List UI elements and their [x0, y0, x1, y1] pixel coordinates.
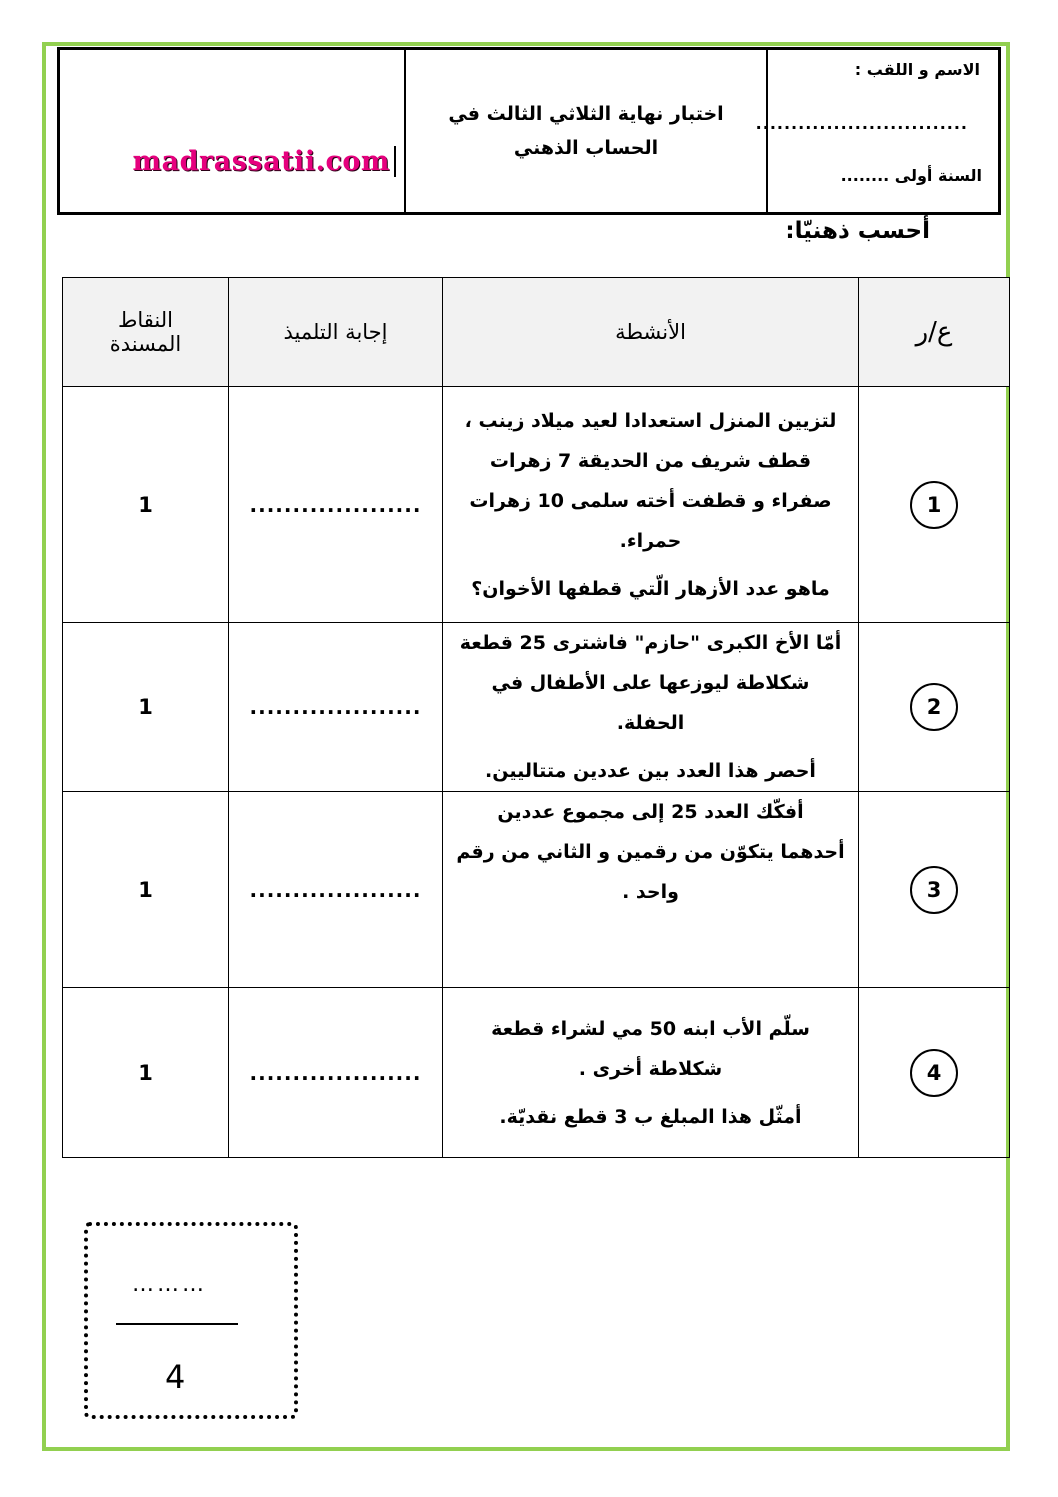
activity-text: لتزيين المنزل استعدادا لعيد ميلاد زينب ،	[464, 409, 837, 432]
header-activities: الأنشطة	[443, 278, 859, 387]
fraction-line	[116, 1323, 238, 1325]
row-number-cell	[859, 387, 1010, 623]
header-points	[63, 278, 229, 387]
score-total: 4	[165, 1358, 186, 1396]
table-row	[63, 387, 1010, 623]
exercise-number-circle: 2	[910, 683, 958, 731]
activity-question: ماهو عدد الأزهار الّتي قطفها الأخوان؟	[471, 577, 830, 600]
answer-field[interactable]: ....................	[249, 492, 422, 517]
answer-cell[interactable]	[229, 623, 443, 792]
table-row	[63, 988, 1010, 1158]
activity-cell	[443, 988, 859, 1158]
points-cell	[63, 792, 229, 988]
student-info-cell	[755, 50, 998, 212]
exercise-number-circle: 1	[910, 481, 958, 529]
answer-field[interactable]: ....................	[249, 695, 422, 719]
exercise-number-circle: 4	[910, 1049, 958, 1097]
points-value: 1	[138, 877, 153, 902]
activity-text: واحد .	[622, 881, 679, 903]
points-value: 1	[138, 695, 153, 719]
student-name-label: الاسم و اللقب :	[854, 60, 980, 79]
header-answer: إجابة التلميذ	[229, 278, 443, 387]
activity-cell	[443, 387, 859, 623]
table-header-row	[63, 278, 1010, 387]
row-number-cell	[859, 988, 1010, 1158]
header-points-line1: النقاط	[117, 308, 173, 332]
activity-text: حمراء.	[619, 529, 682, 552]
logo-cell	[60, 50, 406, 212]
score-earned-field[interactable]: ………	[132, 1272, 207, 1297]
table-row	[63, 623, 1010, 792]
answer-field[interactable]: ....................	[249, 1060, 422, 1085]
activity-question: أحصر هذا العدد بين عددين متتاليين.	[485, 760, 816, 782]
answer-field[interactable]: ....................	[249, 877, 422, 902]
activity-text: شكلاطة ليوزعها على الأطفال في الحفلة.	[491, 672, 810, 734]
row-number-cell	[859, 792, 1010, 988]
table-row	[63, 792, 1010, 988]
points-value: 1	[138, 1060, 153, 1085]
activity-text: أمّا الأخ الكبرى "حازم" فاشترى 25 قطعة	[459, 632, 842, 654]
activity-cell	[443, 623, 859, 792]
activity-text: قطف شريف من الحديقة 7 زهرات	[489, 449, 812, 472]
points-cell	[63, 387, 229, 623]
row-number-cell	[859, 623, 1010, 792]
points-cell	[63, 623, 229, 792]
site-logo[interactable]: madrassatii.com	[133, 146, 396, 177]
answer-cell[interactable]	[229, 387, 443, 623]
activity-text: شكلاطة أخرى .	[578, 1057, 723, 1080]
header-number: ع/ر	[859, 278, 1010, 387]
activity-text: أفكّك العدد 25 إلى مجموع عددين	[497, 801, 804, 823]
student-year[interactable]: السنة أولى ........	[840, 166, 982, 185]
exam-title-line1: اختبار نهاية الثلاثي الثالث في	[448, 103, 724, 125]
answer-cell[interactable]	[229, 988, 443, 1158]
student-name-field[interactable]: ..............................	[755, 114, 968, 133]
exam-title-cell	[406, 50, 768, 212]
points-cell	[63, 988, 229, 1158]
header-points-line2: المسندة	[109, 332, 182, 356]
exam-title-line2: الحساب الذهني	[513, 137, 659, 159]
activity-text: أحدهما يتكوّن من رقمين و الثاني من رقم	[456, 841, 845, 863]
instruction-heading: أحسب ذهنيّا:	[785, 218, 930, 244]
answer-cell[interactable]	[229, 792, 443, 988]
exercise-table	[62, 277, 1010, 1158]
activity-question: أمثّل هذا المبلغ ب 3 قطع نقديّة.	[499, 1105, 802, 1128]
score-box	[84, 1222, 298, 1419]
points-value: 1	[138, 492, 153, 517]
activity-text: سلّم الأب ابنه 50 مي لشراء قطعة	[491, 1017, 810, 1040]
activity-text: صفراء و قطفت أخته سلمى 10 زهرات	[469, 489, 832, 512]
header-table	[57, 47, 1001, 215]
activity-cell	[443, 792, 859, 988]
exercise-number-circle: 3	[910, 866, 958, 914]
